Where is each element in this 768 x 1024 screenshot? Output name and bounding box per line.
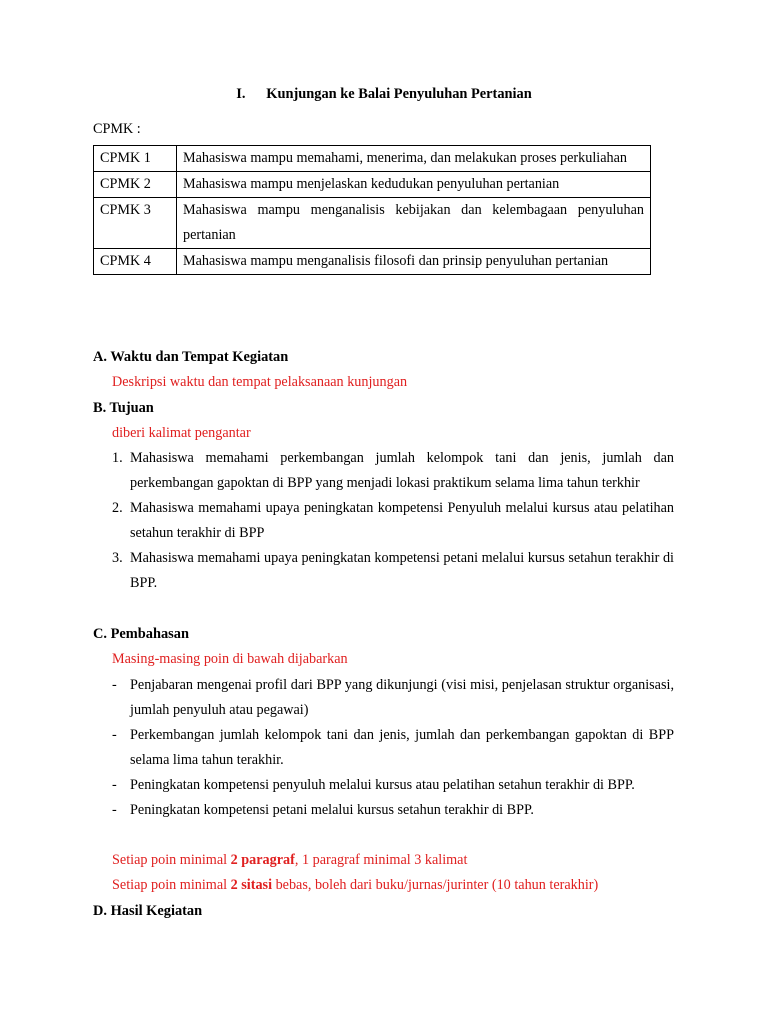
cpmk-code: CPMK 2 [94,172,177,198]
table-row [94,249,651,275]
section-a-note: Deskripsi waktu dan tempat pelaksanaan kunjungan [112,374,408,390]
list-marker: - [112,777,117,793]
page-title [0,86,768,103]
cpmk-desc: Mahasiswa mampu menganalisis filosofi dan prinsip penyuluhan pertanian [177,249,651,275]
list-marker: - [112,677,117,693]
rule-emphasis: 2 paragraf [230,852,295,868]
list-item-text: Mahasiswa memahami upaya peningkatan kompetensi Penyuluh melalui kursus atau pelatihan setahun terakhir di BPP [130,500,674,541]
list-item [112,496,674,546]
cpmk-table [93,145,651,275]
section-b-note: diberi kalimat pengantar [112,425,251,441]
section-b-heading: B. Tujuan [93,400,154,416]
list-item [112,546,674,596]
cpmk-code: CPMK 4 [94,249,177,275]
list-item [112,673,674,723]
cpmk-desc: Mahasiswa mampu menganalisis kebijakan dan kelembagaan penyuluhan pertanian [177,198,651,249]
section-c-heading: C. Pembahasan [93,626,189,642]
list-item-text: Mahasiswa memahami perkembangan jumlah kelompok tani dan jenis, jumlah dan perkembangan gapoktan di BPP yang menjadi lokasi praktikum selama lima tahun terkhir [130,450,674,491]
table-row [94,146,651,172]
discussion-list [112,673,674,823]
table-row [94,172,651,198]
list-item-text: Perkembangan jumlah kelompok tani dan jenis, jumlah dan perkembangan gapoktan di BPP selama lima tahun terakhir. [130,727,674,768]
list-item [112,723,674,773]
list-marker: 1. [112,450,123,466]
cpmk-label: CPMK : [93,121,141,137]
cpmk-code: CPMK 3 [94,198,177,249]
section-a-heading: A. Waktu dan Tempat Kegiatan [93,349,289,365]
table-row [94,198,651,249]
rule-text: bebas, boleh dari buku/jurnas/jurinter (10 tahun terakhir) [272,877,599,893]
list-marker: - [112,727,117,743]
paragraph-rule [112,852,467,869]
list-item [112,798,674,823]
list-item-text: Peningkatan kompetensi penyuluh melalui kursus atau pelatihan setahun terakhir di BPP. [130,777,635,793]
title-number: I. [236,86,246,102]
rule-text: , 1 paragraf minimal 3 kalimat [294,852,468,868]
list-item-text: Peningkatan kompetensi petani melalui kursus setahun terakhir di BPP. [130,802,534,818]
cpmk-desc: Mahasiswa mampu menjelaskan kedudukan penyuluhan pertanian [177,172,651,198]
citation-rule [112,877,598,894]
section-c-note: Masing-masing poin di bawah dijabarkan [112,651,348,667]
list-marker: 3. [112,550,123,566]
section-d-heading: D. Hasil Kegiatan [93,903,203,919]
rule-text: Setiap poin minimal [112,852,231,868]
list-item-text: Penjabaran mengenai profil dari BPP yang dikunjungi (visi misi, penjelasan struktur organisasi, jumlah penyuluh atau pegawai) [130,677,674,718]
cpmk-desc: Mahasiswa mampu memahami, menerima, dan melakukan proses perkuliahan [177,146,651,172]
rule-emphasis: 2 sitasi [230,877,273,893]
cpmk-code: CPMK 1 [94,146,177,172]
list-marker: 2. [112,500,123,516]
list-item [112,446,674,496]
list-item [112,773,674,798]
objectives-list [112,446,674,596]
rule-text: Setiap poin minimal [112,877,231,893]
list-marker: - [112,802,117,818]
title-text: Kunjungan ke Balai Penyuluhan Pertanian [266,86,532,102]
list-item-text: Mahasiswa memahami upaya peningkatan kompetensi petani melalui kursus setahun terakhir di BPP. [130,550,674,591]
